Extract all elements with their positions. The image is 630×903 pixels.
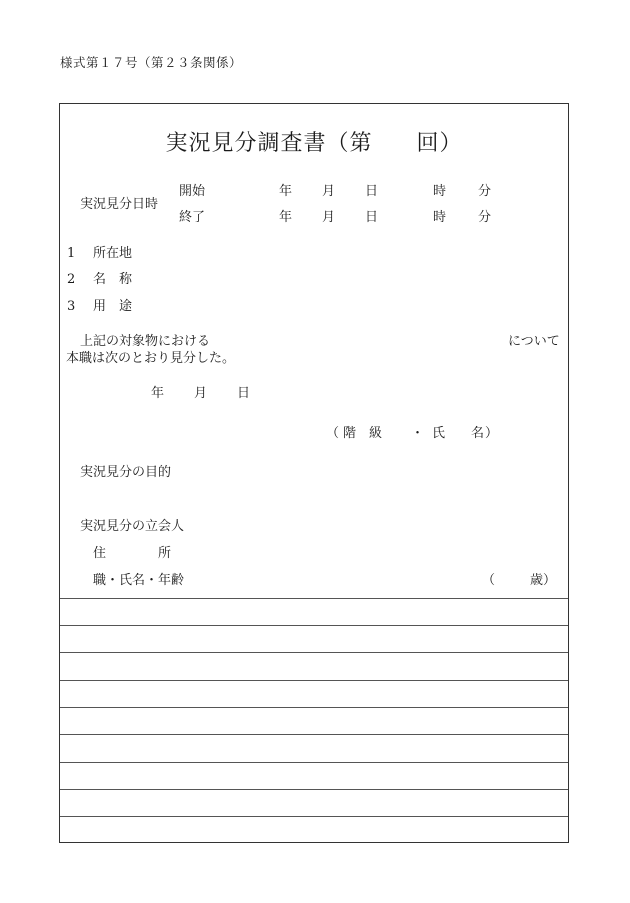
start-month: 月 [322,184,336,199]
end-month: 月 [322,210,336,225]
witness-label: 実況見分の立会人 [80,519,185,534]
item-1-label: 所在地 [93,246,133,261]
signature-close-paren: ） [485,426,499,441]
datetime-label: 実況見分日時 [80,197,159,212]
title-prefix: 実況見分調査書（第 [165,131,373,156]
end-label: 終了 [179,210,206,225]
date-year: 年 [151,386,165,401]
witness-occupation-label: 職・氏名・年齢 [93,573,185,588]
ruled-line [60,680,568,681]
form-number: 様式第１７号（第２３条関係） [60,55,243,70]
item-2-number: 2 [67,272,76,287]
signature-rank: 階 級 [343,426,383,441]
statement-line2: 本職は次のとおり見分した。 [66,351,236,366]
signature-separator: ・ [411,426,425,441]
end-minute: 分 [478,210,492,225]
statement-line1-left: 上記の対象物における [80,334,211,349]
end-day: 日 [365,210,379,225]
item-3-number: 3 [67,299,76,314]
end-year: 年 [279,210,293,225]
start-year: 年 [279,184,293,199]
start-day: 日 [365,184,379,199]
ruled-line [60,598,568,599]
ruled-line [60,734,568,735]
ruled-line [60,652,568,653]
signature-name: 氏 名 [432,426,485,441]
ruled-line [60,625,568,626]
title-suffix: 回） [416,131,463,156]
date-day: 日 [237,386,251,401]
start-label: 開始 [179,184,206,199]
witness-age-open-paren: （ [482,573,496,588]
ruled-line [60,762,568,763]
purpose-label: 実況見分の目的 [80,465,172,480]
item-3-label: 用 途 [93,299,133,314]
statement-line1-right: について [508,334,560,349]
witness-address-label: 住 所 [93,546,172,561]
item-2-label: 名 称 [93,272,133,287]
signature-open-paren: （ [326,426,340,441]
ruled-line [60,707,568,708]
witness-age-unit: 歳） [530,573,557,588]
ruled-line [60,816,568,817]
start-minute: 分 [478,184,492,199]
end-hour: 時 [433,210,447,225]
date-month: 月 [194,386,208,401]
ruled-line [60,789,568,790]
item-1-number: 1 [67,246,76,261]
form-title [60,133,568,155]
form-frame [59,103,569,843]
start-hour: 時 [433,184,447,199]
